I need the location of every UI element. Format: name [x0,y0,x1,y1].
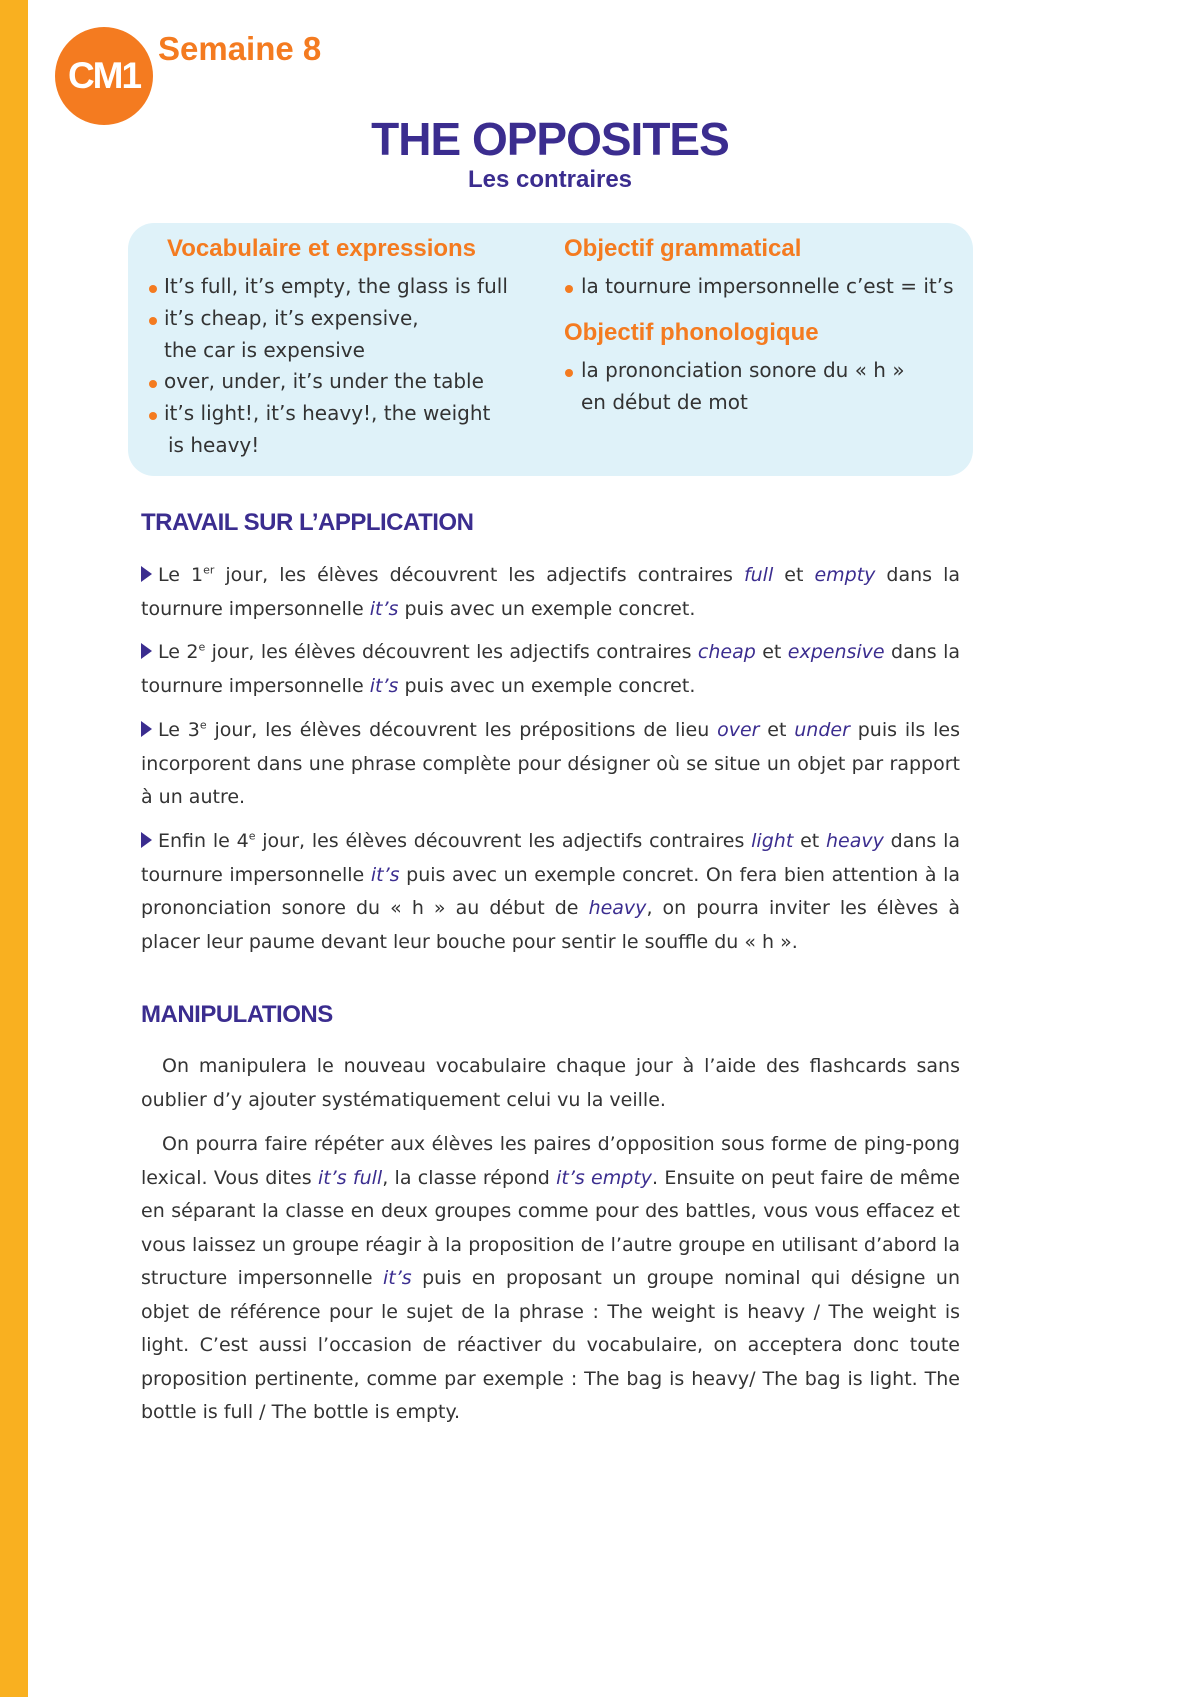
bullet-dot [565,285,573,293]
week-label: Semaine 8 [158,30,322,67]
bullet-dot [149,380,157,388]
phono-heading: Objectif phonologique [564,319,819,346]
manipulations-paragraph-2: On pourra faire répéter aux élèves les paires d’opposition sous forme de ping-pong lexical. Vous dites it’s full, la classe répond it’s empty. Ensuite on peut faire de même en séparant la classe en deux groupes comme pour des battles, vous vous effacez et vous laissez un groupe réagir à la proposition de l’autre groupe en utilisant d’abord la structure impersonnelle it’s puis en proposant un groupe nominal qui désigne un objet de référence pour le sujet de la phrase : The weight is heavy / The weight is light. C’est aussi l’occasion de réactiver du vocabulaire, on acceptera donc toute proposition pertinente, comme par exemple : The bag is heavy/ The bag is light. The bottle is full / The bottle is empty. [141,1133,960,1423]
arrow-bullet-icon [141,832,152,848]
manipulations-paragraph-1: On manipulera le nouveau vocabulaire chaque jour à l’aide des flashcards sans oublier d’y ajouter systématiquement celui vu la veille. [141,1055,960,1111]
vocab-line: it’s light!, it’s heavy!, the weight [164,401,491,425]
vocab-line: it’s cheap, it’s expensive, [164,306,419,330]
bullet-dot [149,412,157,420]
objectives-box [128,223,973,476]
application-paragraph-4: Enfin le 4e jour, les élèves découvrent les adjectifs contraires light et heavy dans la tournure impersonnelle it’s puis avec un exemple concret. On fera bien attention à la prononciation sonore du « h » au début de heavy, on pourra inviter les élèves à placer leur paume devant leur bouche pour sentir le souffle du « h ». [141,829,961,953]
level-badge: CM1 [55,27,153,125]
grammar-heading: Objectif grammatical [564,235,802,262]
application-paragraph-1: Le 1er jour, les élèves découvrent les adjectifs contraires full et empty dans la tournure impersonnelle it’s puis avec un exemple concret. [141,563,961,620]
page-subtitle: Les contraires [467,166,633,193]
phono-line: en début de mot [581,390,748,414]
vocab-line: the car is expensive [164,338,365,362]
grammar-line: la tournure impersonnelle c’est = it’s [581,274,954,298]
bullet-dot [149,285,157,293]
arrow-bullet-icon [141,566,152,582]
bullet-dot [149,317,157,325]
arrow-bullet-icon [141,721,152,737]
vocab-heading: Vocabulaire et expressions [167,235,477,262]
vocab-line: is heavy! [168,433,260,457]
vocab-line: over, under, it’s under the table [164,369,484,393]
application-paragraph-3: Le 3e jour, les élèves découvrent les prépositions de lieu over et under puis ils les incorporent dans une phrase complète pour désigner où se situe un objet par rapport à un autre. [141,718,960,808]
page-title: THE OPPOSITES [371,113,729,165]
bullet-dot [565,369,573,377]
application-heading: TRAVAIL SUR L’APPLICATION [141,509,474,536]
phono-line: la prononciation sonore du « h » [581,358,905,382]
application-paragraph-2: Le 2e jour, les élèves découvrent les adjectifs contraires cheap et expensive dans la tournure impersonnelle it’s puis avec un exemple concret. [141,640,961,697]
manipulations-heading: MANIPULATIONS [141,1001,333,1028]
vocab-line: It’s full, it’s empty, the glass is full [164,274,508,298]
left-accent-bar [0,0,28,1697]
arrow-bullet-icon [141,643,152,659]
